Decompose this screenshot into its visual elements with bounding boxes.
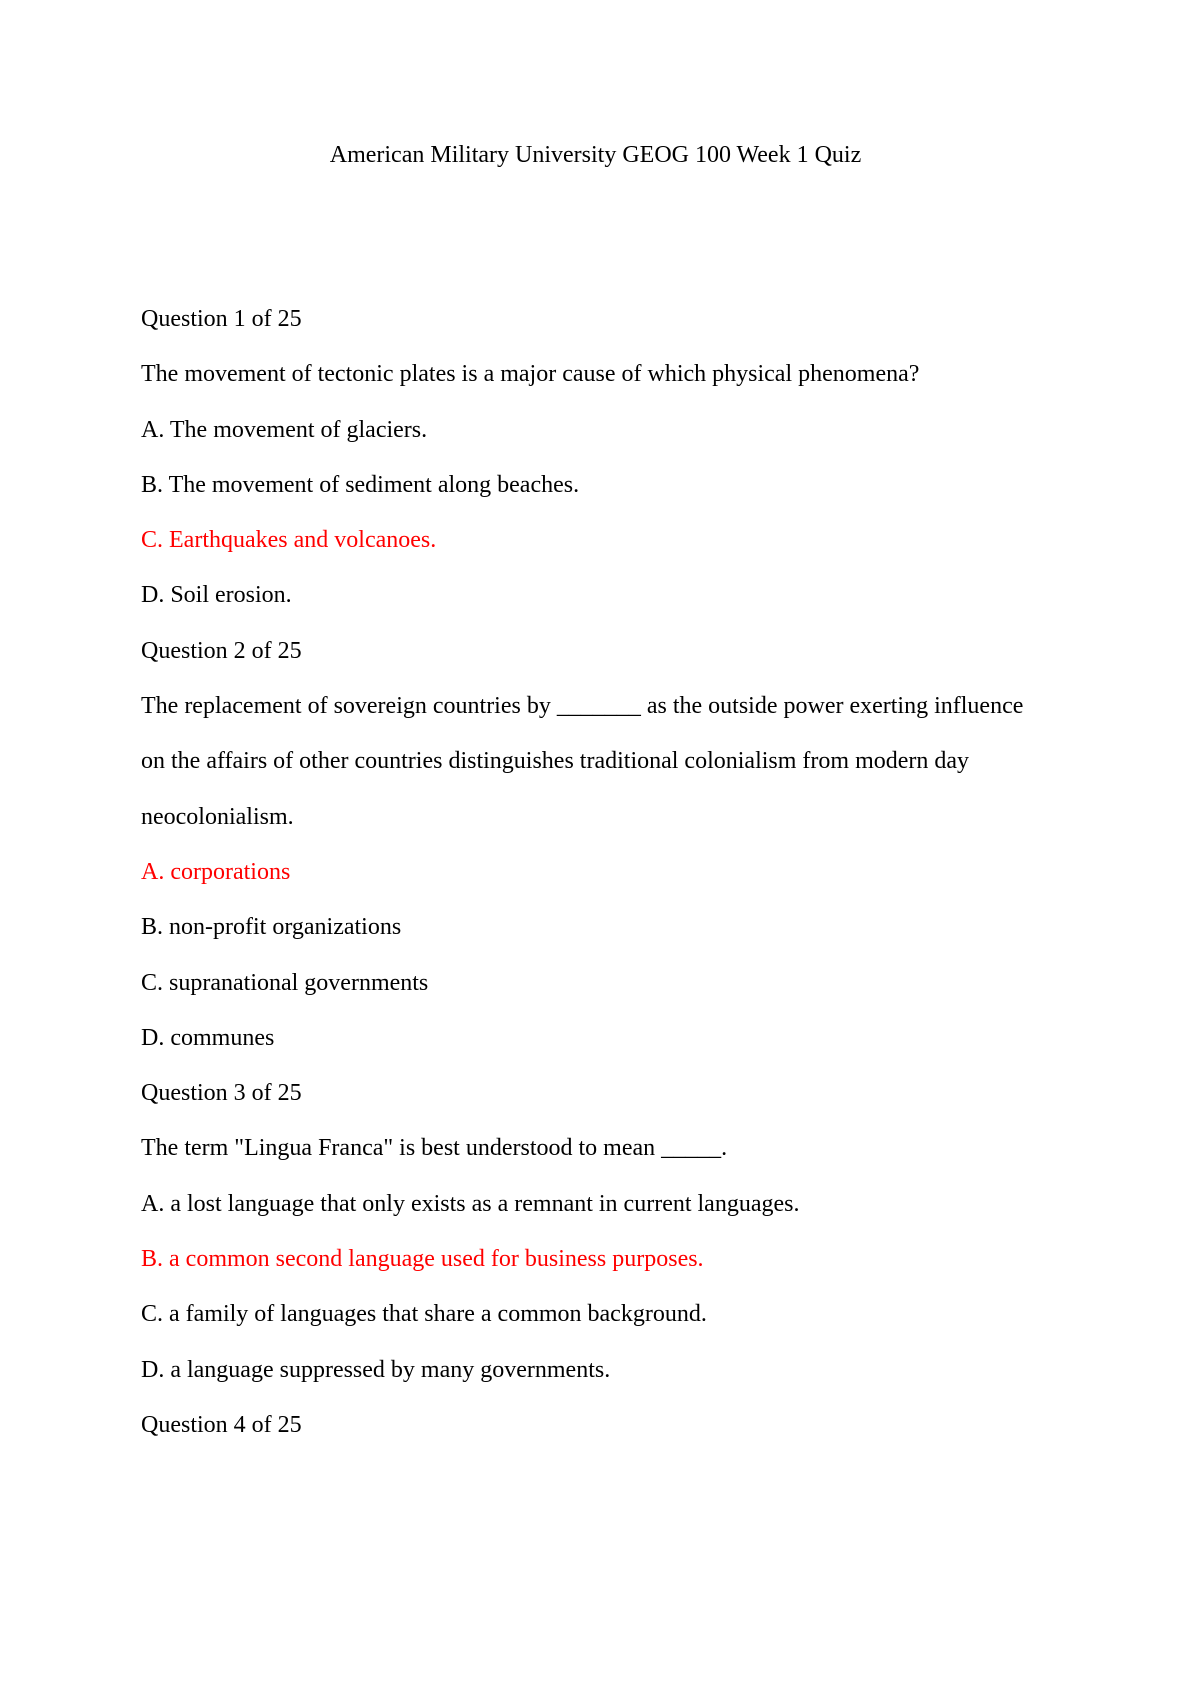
question-3-option-b-correct-answer: B. a common second language used for business purposes. xyxy=(141,1246,704,1273)
question-3-number: Question 3 of 25 xyxy=(141,1080,302,1107)
question-2-option-a-correct-answer: A. corporations xyxy=(141,858,291,885)
question-1-option-b: B. The movement of sediment along beaches. xyxy=(141,471,580,498)
question-1-prompt: The movement of tectonic plates is a major cause of which physical phenomena? xyxy=(141,361,920,388)
question-3-option-a: A. a lost language that only exists as a remnant in current languages. xyxy=(141,1190,800,1217)
quiz-content xyxy=(141,292,1033,1453)
question-1-number: Question 1 of 25 xyxy=(141,306,302,332)
question-3-prompt: The term "Lingua Franca" is best understood to mean _____. xyxy=(141,1135,728,1162)
question-2-option-c: C. supranational governments xyxy=(141,969,429,996)
question-2-prompt: The replacement of sovereign countries by _______ as the outside power exerting influence on the affairs of other countries distinguishes traditional colonialism from modern day neocolonialism. xyxy=(141,693,1024,830)
question-3-option-d: D. a language suppressed by many governments. xyxy=(141,1356,611,1383)
question-2-number: Question 2 of 25 xyxy=(141,637,302,664)
question-3-option-c: C. a family of languages that share a common background. xyxy=(141,1301,707,1328)
question-1-option-d: D. Soil erosion. xyxy=(141,582,292,609)
question-1-option-a: A. The movement of glaciers. xyxy=(141,416,428,443)
question-2-option-d: D. communes xyxy=(141,1024,275,1051)
question-1-option-c-correct-answer: C. Earthquakes and volcanoes. xyxy=(141,527,437,554)
question-2-option-b: B. non-profit organizations xyxy=(141,914,402,941)
question-4-number: Question 4 of 25 xyxy=(141,1411,302,1438)
page-title: American Military University GEOG 100 Week 1 Quiz xyxy=(329,142,862,168)
